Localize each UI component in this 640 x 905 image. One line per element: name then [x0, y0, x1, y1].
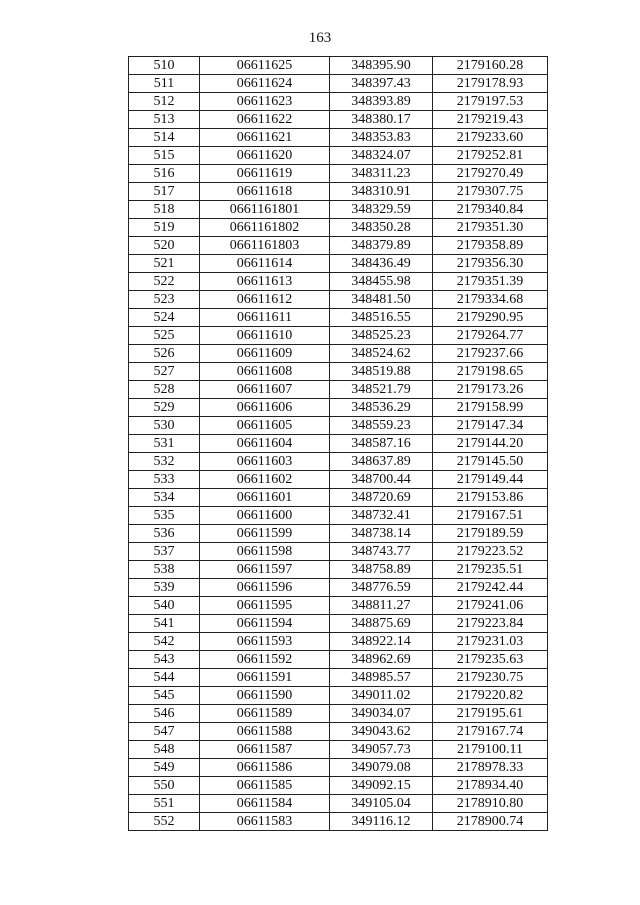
- y-coordinate-cell: 2179270.49: [433, 165, 548, 183]
- y-coordinate-cell: 2178900.74: [433, 813, 548, 831]
- point-number-cell: 523: [129, 291, 200, 309]
- y-coordinate-cell: 2178910.80: [433, 795, 548, 813]
- table-row: [129, 129, 548, 147]
- table-row: [129, 363, 548, 381]
- point-id-cell: 06611583: [200, 813, 330, 831]
- table-row: [129, 291, 548, 309]
- y-coordinate-cell: 2179100.11: [433, 741, 548, 759]
- table-row: [129, 75, 548, 93]
- table-row: [129, 93, 548, 111]
- x-coordinate-cell: 348776.59: [330, 579, 433, 597]
- table-row: [129, 507, 548, 525]
- point-number-cell: 546: [129, 705, 200, 723]
- point-number-cell: 511: [129, 75, 200, 93]
- point-number-cell: 519: [129, 219, 200, 237]
- table-row: [129, 669, 548, 687]
- x-coordinate-cell: 349079.08: [330, 759, 433, 777]
- table-row: [129, 255, 548, 273]
- point-id-cell: 06611603: [200, 453, 330, 471]
- x-coordinate-cell: 348350.28: [330, 219, 433, 237]
- table-row: [129, 795, 548, 813]
- table-row: [129, 183, 548, 201]
- table-row: [129, 471, 548, 489]
- point-id-cell: 06611600: [200, 507, 330, 525]
- point-number-cell: 549: [129, 759, 200, 777]
- point-id-cell: 06611607: [200, 381, 330, 399]
- x-coordinate-cell: 348311.23: [330, 165, 433, 183]
- point-number-cell: 513: [129, 111, 200, 129]
- point-number-cell: 542: [129, 633, 200, 651]
- point-id-cell: 06611587: [200, 741, 330, 759]
- x-coordinate-cell: 348481.50: [330, 291, 433, 309]
- table-row: [129, 651, 548, 669]
- y-coordinate-cell: 2179334.68: [433, 291, 548, 309]
- x-coordinate-cell: 348397.43: [330, 75, 433, 93]
- point-id-cell: 06611594: [200, 615, 330, 633]
- point-id-cell: 06611596: [200, 579, 330, 597]
- point-id-cell: 06611588: [200, 723, 330, 741]
- point-id-cell: 06611598: [200, 543, 330, 561]
- table-row: [129, 633, 548, 651]
- y-coordinate-cell: 2179237.66: [433, 345, 548, 363]
- point-number-cell: 520: [129, 237, 200, 255]
- x-coordinate-cell: 348743.77: [330, 543, 433, 561]
- table-row: [129, 453, 548, 471]
- point-id-cell: 06611610: [200, 327, 330, 345]
- table-row: [129, 273, 548, 291]
- table-row: [129, 165, 548, 183]
- y-coordinate-cell: 2179351.39: [433, 273, 548, 291]
- point-id-cell: 06611586: [200, 759, 330, 777]
- point-number-cell: 545: [129, 687, 200, 705]
- point-id-cell: 06611609: [200, 345, 330, 363]
- y-coordinate-cell: 2179167.74: [433, 723, 548, 741]
- y-coordinate-cell: 2179242.44: [433, 579, 548, 597]
- table-row: [129, 237, 548, 255]
- x-coordinate-cell: 348310.91: [330, 183, 433, 201]
- point-id-cell: 06611620: [200, 147, 330, 165]
- y-coordinate-cell: 2179219.43: [433, 111, 548, 129]
- y-coordinate-cell: 2179358.89: [433, 237, 548, 255]
- x-coordinate-cell: 348922.14: [330, 633, 433, 651]
- table-row: [129, 147, 548, 165]
- point-number-cell: 524: [129, 309, 200, 327]
- point-id-cell: 06611591: [200, 669, 330, 687]
- point-number-cell: 538: [129, 561, 200, 579]
- point-number-cell: 537: [129, 543, 200, 561]
- y-coordinate-cell: 2179235.63: [433, 651, 548, 669]
- table-row: [129, 309, 548, 327]
- point-id-cell: 06611622: [200, 111, 330, 129]
- coordinates-table: [128, 56, 548, 831]
- point-number-cell: 532: [129, 453, 200, 471]
- point-number-cell: 528: [129, 381, 200, 399]
- point-number-cell: 541: [129, 615, 200, 633]
- y-coordinate-cell: 2179167.51: [433, 507, 548, 525]
- x-coordinate-cell: 349105.04: [330, 795, 433, 813]
- y-coordinate-cell: 2179220.82: [433, 687, 548, 705]
- point-id-cell: 06611612: [200, 291, 330, 309]
- point-id-cell: 06611611: [200, 309, 330, 327]
- table-row: [129, 345, 548, 363]
- x-coordinate-cell: 348524.62: [330, 345, 433, 363]
- table-row: [129, 417, 548, 435]
- point-number-cell: 550: [129, 777, 200, 795]
- x-coordinate-cell: 349043.62: [330, 723, 433, 741]
- point-number-cell: 518: [129, 201, 200, 219]
- y-coordinate-cell: 2179351.30: [433, 219, 548, 237]
- y-coordinate-cell: 2179223.84: [433, 615, 548, 633]
- x-coordinate-cell: 348587.16: [330, 435, 433, 453]
- point-number-cell: 552: [129, 813, 200, 831]
- x-coordinate-cell: 348353.83: [330, 129, 433, 147]
- point-id-cell: 06611593: [200, 633, 330, 651]
- table-row: [129, 327, 548, 345]
- point-number-cell: 536: [129, 525, 200, 543]
- y-coordinate-cell: 2179144.20: [433, 435, 548, 453]
- y-coordinate-cell: 2179264.77: [433, 327, 548, 345]
- y-coordinate-cell: 2179223.52: [433, 543, 548, 561]
- x-coordinate-cell: 348393.89: [330, 93, 433, 111]
- y-coordinate-cell: 2179178.93: [433, 75, 548, 93]
- point-number-cell: 551: [129, 795, 200, 813]
- point-number-cell: 526: [129, 345, 200, 363]
- point-id-cell: 06611608: [200, 363, 330, 381]
- table-row: [129, 597, 548, 615]
- y-coordinate-cell: 2179147.34: [433, 417, 548, 435]
- x-coordinate-cell: 348329.59: [330, 201, 433, 219]
- y-coordinate-cell: 2179160.28: [433, 57, 548, 75]
- x-coordinate-cell: 348455.98: [330, 273, 433, 291]
- y-coordinate-cell: 2179231.03: [433, 633, 548, 651]
- point-id-cell: 06611602: [200, 471, 330, 489]
- point-number-cell: 525: [129, 327, 200, 345]
- point-number-cell: 533: [129, 471, 200, 489]
- point-number-cell: 510: [129, 57, 200, 75]
- y-coordinate-cell: 2179241.06: [433, 597, 548, 615]
- point-id-cell: 0661161803: [200, 237, 330, 255]
- point-number-cell: 539: [129, 579, 200, 597]
- table-row: [129, 777, 548, 795]
- page-number: 163: [308, 30, 332, 46]
- y-coordinate-cell: 2179252.81: [433, 147, 548, 165]
- table-row: [129, 741, 548, 759]
- point-number-cell: 529: [129, 399, 200, 417]
- point-id-cell: 06611589: [200, 705, 330, 723]
- x-coordinate-cell: 348875.69: [330, 615, 433, 633]
- point-number-cell: 514: [129, 129, 200, 147]
- y-coordinate-cell: 2179145.50: [433, 453, 548, 471]
- table-row: [129, 219, 548, 237]
- x-coordinate-cell: 348521.79: [330, 381, 433, 399]
- point-id-cell: 06611584: [200, 795, 330, 813]
- y-coordinate-cell: 2179340.84: [433, 201, 548, 219]
- point-id-cell: 06611597: [200, 561, 330, 579]
- point-id-cell: 06611590: [200, 687, 330, 705]
- x-coordinate-cell: 349116.12: [330, 813, 433, 831]
- y-coordinate-cell: 2179195.61: [433, 705, 548, 723]
- point-number-cell: 527: [129, 363, 200, 381]
- x-coordinate-cell: 349034.07: [330, 705, 433, 723]
- x-coordinate-cell: 348395.90: [330, 57, 433, 75]
- point-number-cell: 531: [129, 435, 200, 453]
- point-number-cell: 530: [129, 417, 200, 435]
- y-coordinate-cell: 2179230.75: [433, 669, 548, 687]
- x-coordinate-cell: 348700.44: [330, 471, 433, 489]
- point-number-cell: 540: [129, 597, 200, 615]
- y-coordinate-cell: 2179198.65: [433, 363, 548, 381]
- y-coordinate-cell: 2179356.30: [433, 255, 548, 273]
- y-coordinate-cell: 2179173.26: [433, 381, 548, 399]
- point-number-cell: 544: [129, 669, 200, 687]
- table-row: [129, 705, 548, 723]
- point-id-cell: 06611605: [200, 417, 330, 435]
- point-number-cell: 517: [129, 183, 200, 201]
- point-number-cell: 547: [129, 723, 200, 741]
- point-id-cell: 06611599: [200, 525, 330, 543]
- point-id-cell: 06611625: [200, 57, 330, 75]
- y-coordinate-cell: 2179233.60: [433, 129, 548, 147]
- y-coordinate-cell: 2178934.40: [433, 777, 548, 795]
- x-coordinate-cell: 349092.15: [330, 777, 433, 795]
- point-id-cell: 06611601: [200, 489, 330, 507]
- x-coordinate-cell: 349057.73: [330, 741, 433, 759]
- table-row: [129, 579, 548, 597]
- point-id-cell: 06611621: [200, 129, 330, 147]
- y-coordinate-cell: 2179290.95: [433, 309, 548, 327]
- x-coordinate-cell: 348379.89: [330, 237, 433, 255]
- x-coordinate-cell: 348559.23: [330, 417, 433, 435]
- table-row: [129, 57, 548, 75]
- y-coordinate-cell: 2179189.59: [433, 525, 548, 543]
- table-row: [129, 723, 548, 741]
- point-number-cell: 512: [129, 93, 200, 111]
- x-coordinate-cell: 348985.57: [330, 669, 433, 687]
- y-coordinate-cell: 2179153.86: [433, 489, 548, 507]
- point-number-cell: 543: [129, 651, 200, 669]
- x-coordinate-cell: 348380.17: [330, 111, 433, 129]
- table-row: [129, 201, 548, 219]
- y-coordinate-cell: 2178978.33: [433, 759, 548, 777]
- table-row: [129, 111, 548, 129]
- point-number-cell: 521: [129, 255, 200, 273]
- x-coordinate-cell: 348436.49: [330, 255, 433, 273]
- x-coordinate-cell: 348811.27: [330, 597, 433, 615]
- x-coordinate-cell: 348637.89: [330, 453, 433, 471]
- coordinates-table-body: [129, 57, 548, 831]
- x-coordinate-cell: 348536.29: [330, 399, 433, 417]
- table-row: [129, 435, 548, 453]
- x-coordinate-cell: 348525.23: [330, 327, 433, 345]
- x-coordinate-cell: 348962.69: [330, 651, 433, 669]
- point-id-cell: 06611614: [200, 255, 330, 273]
- y-coordinate-cell: 2179307.75: [433, 183, 548, 201]
- point-number-cell: 515: [129, 147, 200, 165]
- point-id-cell: 0661161802: [200, 219, 330, 237]
- point-number-cell: 516: [129, 165, 200, 183]
- table-row: [129, 615, 548, 633]
- point-number-cell: 522: [129, 273, 200, 291]
- point-id-cell: 06611618: [200, 183, 330, 201]
- y-coordinate-cell: 2179149.44: [433, 471, 548, 489]
- point-id-cell: 06611623: [200, 93, 330, 111]
- point-id-cell: 06611606: [200, 399, 330, 417]
- x-coordinate-cell: 348758.89: [330, 561, 433, 579]
- x-coordinate-cell: 348732.41: [330, 507, 433, 525]
- table-row: [129, 399, 548, 417]
- x-coordinate-cell: 348720.69: [330, 489, 433, 507]
- point-id-cell: 06611595: [200, 597, 330, 615]
- table-row: [129, 489, 548, 507]
- table-row: [129, 759, 548, 777]
- y-coordinate-cell: 2179158.99: [433, 399, 548, 417]
- x-coordinate-cell: 348738.14: [330, 525, 433, 543]
- point-id-cell: 06611604: [200, 435, 330, 453]
- point-id-cell: 06611592: [200, 651, 330, 669]
- table-row: [129, 561, 548, 579]
- table-row: [129, 813, 548, 831]
- x-coordinate-cell: 348516.55: [330, 309, 433, 327]
- table-row: [129, 525, 548, 543]
- point-id-cell: 06611619: [200, 165, 330, 183]
- point-id-cell: 06611613: [200, 273, 330, 291]
- table-row: [129, 381, 548, 399]
- point-id-cell: 0661161801: [200, 201, 330, 219]
- point-id-cell: 06611585: [200, 777, 330, 795]
- y-coordinate-cell: 2179197.53: [433, 93, 548, 111]
- x-coordinate-cell: 348324.07: [330, 147, 433, 165]
- point-number-cell: 534: [129, 489, 200, 507]
- point-id-cell: 06611624: [200, 75, 330, 93]
- table-row: [129, 543, 548, 561]
- x-coordinate-cell: 349011.02: [330, 687, 433, 705]
- point-number-cell: 535: [129, 507, 200, 525]
- table-row: [129, 687, 548, 705]
- y-coordinate-cell: 2179235.51: [433, 561, 548, 579]
- x-coordinate-cell: 348519.88: [330, 363, 433, 381]
- point-number-cell: 548: [129, 741, 200, 759]
